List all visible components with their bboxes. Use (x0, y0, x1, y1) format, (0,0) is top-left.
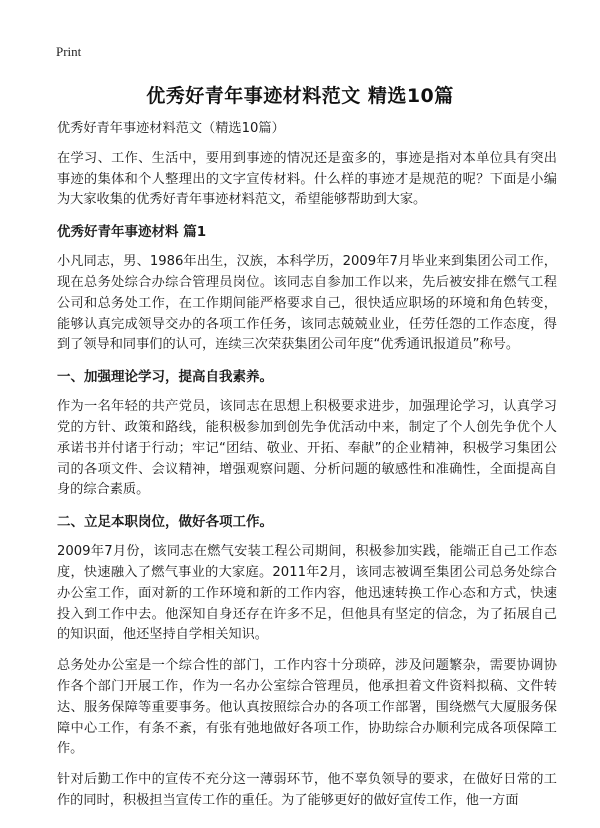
paragraph-4: 总务处办公室是一个综合性的部门，工作内容十分琐碎，涉及问题繁杂，需要协调协作各个部门开展工作，作为一名办公室综合管理员，他承担着文件资料拟稿、文件转达、服务保障等重要事务。他认真按照综合办的各项工作部署，围绕燃气大厦服务保障中心工作，有条不紊，有张有弛地做好各项工作，协助综合办顺利完成各项保障工作。 (57, 658, 557, 757)
print-link[interactable]: Print (56, 44, 82, 59)
document-subtitle: 优秀好青年事迹材料范文（精选10篇） (57, 121, 285, 136)
paragraph-5: 针对后勤工作中的宣传不充分这一薄弱环节，他不辜负领导的要求，在做好日常的工作的同时，积极担当宣传工作的重任。为了能够更好的做好宣传工作，他一方面 (57, 772, 557, 808)
paragraph-3: 2009年7月份，该同志在燃气安装工程公司期间，积极参加实践，能端正自己工作态度，快速融入了燃气事业的大家庭。2011年2月，该同志被调至集团公司总务处综合办公室工作，面对新的工作环境和新的工作内容，他迅速转换工作心态和方式，快速投入到工作中去。他深知自身还存在许多不足，但他具有坚定的信念，为了拓展自己的知识面，他还坚持自学相关知识。 (57, 544, 557, 643)
intro-paragraph: 在学习、工作、生活中，要用到事迹的情况还是蛮多的，事迹是指对本单位具有突出事迹的集体和个人整理出的文字宣传材料。什么样的事迹才是规范的呢？下面是小编为大家收集的优秀好青年事迹材料范文，希望能够帮助到大家。 (57, 150, 557, 208)
article-heading: 优秀好青年事迹材料 篇1 (57, 224, 207, 241)
section-heading-1: 一、加强理论学习，提高自我素养。 (57, 369, 273, 386)
paragraph-2: 作为一名年轻的共产党员，该同志在思想上积极要求进步，加强理论学习，认真学习党的方针、政策和路线，能积极参加到创先争优活动中来，制定了个人创先争优个人承诺书并付诸于行动；牢记“团结、敬业、开拓、奉献”的企业精神，积极学习集团公司的各项文件、会议精神，增强观察问题、分析问题的敏感性和准确性，全面提高自身的综合素质。 (57, 399, 557, 498)
section-heading-2: 二、立足本职岗位，做好各项工作。 (57, 514, 273, 531)
page-title: 优秀好青年事迹材料范文 精选10篇 (146, 85, 454, 107)
article-body (57, 119, 557, 822)
paragraph-1: 小凡同志，男、1986年出生，汉族，本科学历，2009年7月毕业来到集团公司工作，现在总务处综合办综合管理员岗位。该同志自参加工作以来，先后被安排在燃气工程公司和总务处工作，在工作期间能严格要求自己，很快适应职场的环境和角色转变，能够认真完成领导交办的各项工作任务，该同志兢兢业业，任劳任怨的工作态度，得到了领导和同事们的认可，连续三次荣获集团公司年度“优秀通讯报道员”称号。 (57, 254, 557, 353)
